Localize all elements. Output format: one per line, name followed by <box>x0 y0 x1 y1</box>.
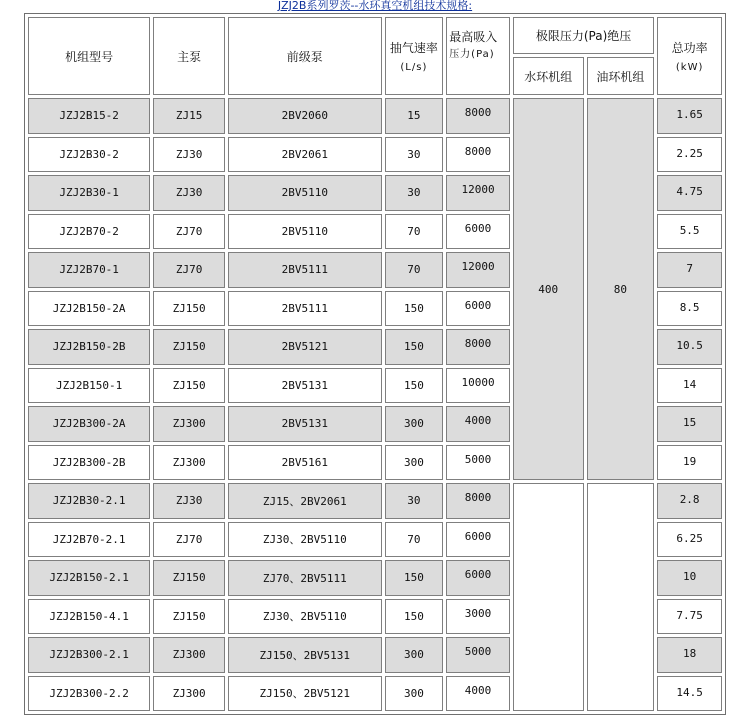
cell-inlet-pressure <box>446 329 510 365</box>
cell-model <box>28 291 150 327</box>
cell-power-text: 18 <box>683 647 697 661</box>
cell-model-text: JZJ2B70-1 <box>59 263 119 277</box>
cell-main-pump-text: ZJ300 <box>172 648 206 662</box>
cell-inlet-pressure <box>446 522 510 558</box>
table-caption[interactable]: JZJ2B系列罗茨--水环真空机组技术规格: <box>277 0 473 12</box>
cell-main-pump-text: ZJ150 <box>172 378 206 392</box>
cell-backing-pump-text: ZJ70、2BV5111 <box>262 571 347 585</box>
cell-limit-water-ring: 400 <box>513 98 584 480</box>
cell-main-pump <box>153 214 225 250</box>
cell-inlet-pressure-text: 6000 <box>464 568 492 582</box>
cell-model <box>28 98 150 134</box>
cell-backing-pump <box>228 214 382 250</box>
cell-main-pump <box>153 329 225 365</box>
cell-speed <box>385 329 444 365</box>
header-main-pump: 主泵 <box>153 17 225 95</box>
cell-main-pump-text: ZJ300 <box>172 417 206 431</box>
cell-model-text: JZJ2B150-2B <box>52 340 126 354</box>
cell-speed-text: 150 <box>403 340 424 354</box>
cell-backing-pump-text: 2BV5111 <box>281 263 328 277</box>
cell-speed-text: 150 <box>403 609 424 623</box>
cell-inlet-pressure-text: 5000 <box>464 645 492 659</box>
cell-model <box>28 522 150 558</box>
cell-backing-pump <box>228 175 382 211</box>
cell-speed-text: 30 <box>407 494 421 508</box>
cell-main-pump <box>153 291 225 327</box>
cell-model <box>28 445 150 481</box>
cell-backing-pump-text: 2BV2061 <box>281 147 328 161</box>
cell-backing-pump <box>228 137 382 173</box>
cell-model <box>28 214 150 250</box>
cell-main-pump <box>153 406 225 442</box>
cell-power <box>657 98 722 134</box>
cell-inlet-pressure-text: 6000 <box>464 221 492 235</box>
cell-speed-text: 15 <box>407 109 421 123</box>
cell-inlet-pressure-text: 12000 <box>461 183 495 197</box>
header-speed <box>385 17 444 95</box>
cell-power <box>657 368 722 404</box>
cell-inlet-pressure <box>446 560 510 596</box>
cell-main-pump-text: ZJ70 <box>175 263 203 277</box>
cell-power-text: 10.5 <box>676 339 703 353</box>
cell-power-text: 14.5 <box>676 685 703 699</box>
cell-inlet-pressure-text: 8000 <box>464 106 492 120</box>
header-speed-label: 抽气速率 <box>389 41 438 55</box>
cell-backing-pump-text: ZJ30、2BV5110 <box>262 610 347 624</box>
cell-model-text: JZJ2B70-2 <box>59 224 119 238</box>
cell-power-text: 7 <box>686 262 693 276</box>
cell-backing-pump-text: 2BV5121 <box>281 340 328 354</box>
cell-speed-text: 70 <box>407 224 421 238</box>
cell-model-text: JZJ2B30-2.1 <box>52 494 126 508</box>
cell-power <box>657 445 722 481</box>
cell-speed <box>385 676 444 712</box>
cell-model-text: JZJ2B300-2A <box>52 417 126 431</box>
cell-model <box>28 368 150 404</box>
cell-main-pump-text: ZJ70 <box>175 532 203 546</box>
cell-speed-text: 300 <box>403 455 424 469</box>
cell-backing-pump <box>228 676 382 712</box>
cell-backing-pump <box>228 522 382 558</box>
cell-power <box>657 137 722 173</box>
cell-inlet-pressure-text: 4000 <box>464 414 492 428</box>
cell-inlet-pressure <box>446 214 510 250</box>
header-oil-ring: 油环机组 <box>587 57 655 95</box>
cell-main-pump-text: ZJ15 <box>175 109 203 123</box>
cell-backing-pump <box>228 291 382 327</box>
cell-backing-pump-text: 2BV5161 <box>281 455 328 469</box>
header-water-ring: 水环机组 <box>513 57 584 95</box>
spec-table <box>24 13 726 715</box>
cell-main-pump <box>153 252 225 288</box>
cell-model-text: JZJ2B15-2 <box>59 109 119 123</box>
cell-model <box>28 137 150 173</box>
cell-backing-pump <box>228 98 382 134</box>
cell-main-pump-text: ZJ150 <box>172 301 206 315</box>
cell-main-pump <box>153 637 225 673</box>
cell-inlet-pressure-text: 8000 <box>464 491 492 505</box>
cell-main-pump <box>153 137 225 173</box>
cell-model-text: JZJ2B150-2A <box>52 301 126 315</box>
cell-main-pump <box>153 445 225 481</box>
cell-main-pump-text: ZJ30 <box>175 147 203 161</box>
cell-backing-pump-text: 2BV5131 <box>281 378 328 392</box>
cell-power <box>657 599 722 635</box>
cell-backing-pump-text: 2BV5131 <box>281 417 328 431</box>
cell-power-text: 1.65 <box>676 108 703 122</box>
header-limit-pressure: 极限压力(Pa)绝压 <box>513 17 654 54</box>
cell-inlet-pressure-text: 6000 <box>464 298 492 312</box>
cell-power-text: 14 <box>683 377 697 391</box>
cell-main-pump <box>153 175 225 211</box>
cell-model-text: JZJ2B300-2.1 <box>49 648 129 662</box>
cell-power-text: 7.75 <box>676 608 703 622</box>
cell-inlet-pressure-text: 8000 <box>464 144 492 158</box>
cell-speed <box>385 98 444 134</box>
cell-power <box>657 676 722 712</box>
cell-inlet-pressure-text: 8000 <box>464 337 492 351</box>
cell-inlet-pressure <box>446 137 510 173</box>
cell-speed <box>385 560 444 596</box>
cell-limit-oil-ring-empty <box>587 483 655 711</box>
cell-power <box>657 483 722 519</box>
header-power-unit: (kW) <box>675 62 704 73</box>
cell-backing-pump-text: 2BV5111 <box>281 301 328 315</box>
cell-main-pump <box>153 560 225 596</box>
cell-speed <box>385 252 444 288</box>
cell-main-pump-text: ZJ300 <box>172 686 206 700</box>
cell-model-text: JZJ2B150-1 <box>56 378 123 392</box>
cell-main-pump-text: ZJ150 <box>172 571 206 585</box>
cell-backing-pump <box>228 637 382 673</box>
cell-power-text: 10 <box>683 570 697 584</box>
cell-speed-text: 30 <box>407 147 421 161</box>
cell-speed <box>385 637 444 673</box>
cell-speed <box>385 483 444 519</box>
cell-inlet-pressure-text: 4000 <box>464 683 492 697</box>
cell-model <box>28 406 150 442</box>
cell-power-text: 2.8 <box>679 493 700 507</box>
cell-power <box>657 406 722 442</box>
cell-inlet-pressure-text: 12000 <box>461 260 495 274</box>
cell-speed-text: 300 <box>403 648 424 662</box>
cell-speed <box>385 599 444 635</box>
cell-speed-text: 70 <box>407 263 421 277</box>
cell-model-text: JZJ2B30-1 <box>59 186 119 200</box>
header-inlet <box>446 17 510 95</box>
cell-inlet-pressure <box>446 406 510 442</box>
header-inlet-label1: 最高吸入 <box>449 30 498 44</box>
cell-power-text: 15 <box>683 416 697 430</box>
cell-power-text: 8.5 <box>679 300 700 314</box>
cell-main-pump <box>153 368 225 404</box>
cell-inlet-pressure <box>446 252 510 288</box>
cell-inlet-pressure-text: 6000 <box>464 529 492 543</box>
cell-main-pump <box>153 676 225 712</box>
cell-inlet-pressure-text: 10000 <box>461 375 495 389</box>
cell-speed-text: 300 <box>403 686 424 700</box>
cell-model <box>28 175 150 211</box>
cell-backing-pump <box>228 252 382 288</box>
cell-inlet-pressure-text: 5000 <box>464 452 492 466</box>
header-power <box>657 17 722 95</box>
cell-power-text: 19 <box>683 454 697 468</box>
cell-main-pump-text: ZJ150 <box>172 340 206 354</box>
cell-model <box>28 329 150 365</box>
cell-power <box>657 522 722 558</box>
header-model: 机组型号 <box>28 17 150 95</box>
cell-speed-text: 30 <box>407 186 421 200</box>
cell-backing-pump <box>228 599 382 635</box>
cell-main-pump-text: ZJ30 <box>175 494 203 508</box>
cell-speed-text: 70 <box>407 532 421 546</box>
cell-power-text: 6.25 <box>676 531 703 545</box>
cell-speed <box>385 137 444 173</box>
cell-model <box>28 483 150 519</box>
cell-main-pump <box>153 483 225 519</box>
cell-inlet-pressure <box>446 676 510 712</box>
cell-speed <box>385 368 444 404</box>
cell-speed <box>385 214 444 250</box>
cell-backing-pump <box>228 329 382 365</box>
cell-speed <box>385 406 444 442</box>
cell-power-text: 4.75 <box>676 185 703 199</box>
cell-backing-pump-text: ZJ15、2BV2061 <box>262 494 347 508</box>
cell-model <box>28 599 150 635</box>
cell-model <box>28 676 150 712</box>
cell-main-pump-text: ZJ30 <box>175 186 203 200</box>
cell-model-text: JZJ2B70-2.1 <box>52 532 126 546</box>
cell-backing-pump-text: ZJ30、2BV5110 <box>262 533 347 547</box>
cell-main-pump <box>153 599 225 635</box>
cell-inlet-pressure <box>446 291 510 327</box>
cell-speed-text: 300 <box>403 417 424 431</box>
cell-speed-text: 150 <box>403 571 424 585</box>
cell-inlet-pressure-text: 3000 <box>464 606 492 620</box>
cell-backing-pump-text: 2BV5110 <box>281 224 328 238</box>
table-row <box>28 483 722 519</box>
cell-speed <box>385 175 444 211</box>
cell-power <box>657 560 722 596</box>
cell-inlet-pressure <box>446 483 510 519</box>
cell-backing-pump <box>228 406 382 442</box>
cell-main-pump-text: ZJ300 <box>172 455 206 469</box>
cell-backing-pump-text: 2BV2060 <box>281 109 328 123</box>
table-row <box>28 98 722 134</box>
header-power-label: 总功率 <box>671 41 708 55</box>
cell-backing-pump <box>228 483 382 519</box>
cell-backing-pump <box>228 560 382 596</box>
cell-backing-pump-text: ZJ150、2BV5131 <box>259 648 351 662</box>
cell-backing-pump-text: ZJ150、2BV5121 <box>259 687 351 701</box>
cell-limit-oil-ring: 80 <box>587 98 655 480</box>
header-speed-unit: (L/s) <box>400 62 428 73</box>
cell-power <box>657 291 722 327</box>
cell-inlet-pressure <box>446 368 510 404</box>
cell-model-text: JZJ2B300-2.2 <box>49 686 129 700</box>
cell-model <box>28 560 150 596</box>
cell-main-pump-text: ZJ70 <box>175 224 203 238</box>
cell-model-text: JZJ2B300-2B <box>52 455 126 469</box>
header-backing-pump: 前级泵 <box>228 17 382 95</box>
cell-power <box>657 637 722 673</box>
cell-backing-pump <box>228 368 382 404</box>
cell-inlet-pressure <box>446 599 510 635</box>
cell-inlet-pressure <box>446 637 510 673</box>
cell-model-text: JZJ2B150-2.1 <box>49 571 129 585</box>
cell-model <box>28 637 150 673</box>
cell-main-pump-text: ZJ150 <box>172 609 206 623</box>
cell-power <box>657 175 722 211</box>
cell-inlet-pressure <box>446 98 510 134</box>
cell-speed-text: 150 <box>403 378 424 392</box>
cell-limit-water-ring-empty <box>513 483 584 711</box>
cell-power <box>657 329 722 365</box>
cell-power-text: 2.25 <box>676 146 703 160</box>
cell-speed <box>385 522 444 558</box>
cell-speed-text: 150 <box>403 301 424 315</box>
header-inlet-label2: 压力(Pa) <box>449 49 495 60</box>
cell-main-pump <box>153 98 225 134</box>
cell-power-text: 5.5 <box>679 223 700 237</box>
cell-inlet-pressure <box>446 175 510 211</box>
cell-power <box>657 252 722 288</box>
cell-model <box>28 252 150 288</box>
cell-backing-pump <box>228 445 382 481</box>
cell-backing-pump-text: 2BV5110 <box>281 186 328 200</box>
cell-power <box>657 214 722 250</box>
cell-model-text: JZJ2B150-4.1 <box>49 609 129 623</box>
cell-speed <box>385 445 444 481</box>
cell-model-text: JZJ2B30-2 <box>59 147 119 161</box>
cell-speed <box>385 291 444 327</box>
cell-inlet-pressure <box>446 445 510 481</box>
cell-main-pump <box>153 522 225 558</box>
